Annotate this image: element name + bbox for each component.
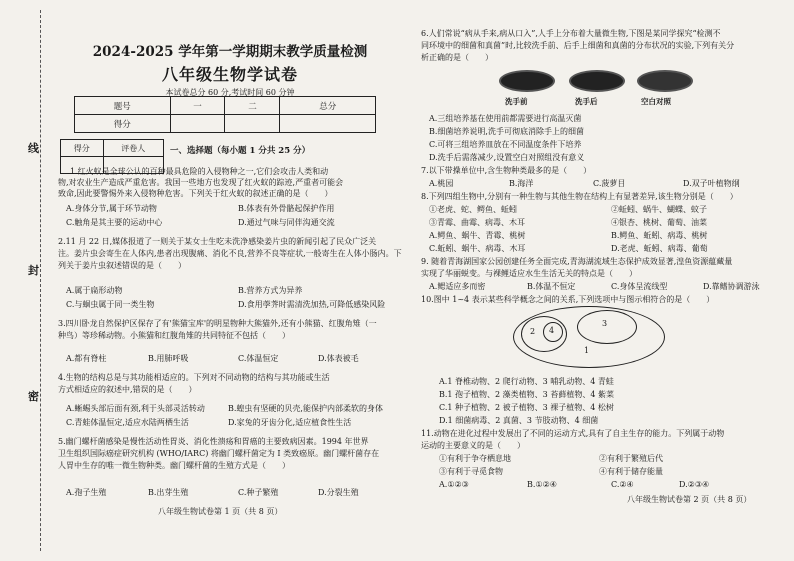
answer-option: C.种子繁殖 xyxy=(238,488,279,497)
question-line: 5.幽门螺杆菌感染是慢性活动性胃炎、消化性溃疡和胃癌的主要致病因素。1994 年世界 xyxy=(58,437,369,446)
question-line: 实现了华丽蜕变。与裸鲤适应水生生活无关的特点是（ ） xyxy=(421,269,637,278)
question-line: 3.四川卧龙自然保护区保存了有'熊猫宝库'的明星物种大熊猫外,还有小熊猫、红腹角雉（一 xyxy=(58,319,377,328)
answer-option: ④银杏、桃树、葡萄、油菜 xyxy=(611,218,707,227)
answer-option: C.1 种子植物、2 被子植物、3 裸子植物、4 松树 xyxy=(439,403,614,412)
answer-option: C.与蛔虫属于同一类生物 xyxy=(66,300,155,309)
grader-cell: 得分 xyxy=(61,140,104,157)
question-line: 6.人们常说“病从手来,病从口入”,人手上分布着大量微生物,下图是某同学探究“检测不 xyxy=(421,29,721,38)
right-page xyxy=(397,0,794,561)
answer-option: B.出芽生殖 xyxy=(148,488,189,497)
answer-option: B.营养方式为异养 xyxy=(238,286,303,295)
score-cell: 一 xyxy=(170,97,225,115)
answer-option: A.都有脊柱 xyxy=(66,354,107,363)
answer-option: B.1 孢子植物、2 藻类植物、3 苔藓植物、4 紫菜 xyxy=(439,390,614,399)
answer-option: D.通过气味与同伴沟通交流 xyxy=(238,218,335,227)
answer-option: D.靠鳍协调游泳 xyxy=(703,282,760,291)
answer-option: A.三组培养基在使用前都需要进行高温灭菌 xyxy=(429,114,582,123)
answer-option: D.老虎、蚯蚓、病毒、葡萄 xyxy=(611,244,708,253)
answer-option: A.蜥蜴头部后面有颈,利于头部灵活转动 xyxy=(66,404,205,413)
binding-label: 封 xyxy=(28,264,39,277)
question-line: 4.生物的结构总是与其功能相适应的。下列对不同动物的结构与其功能或生活 xyxy=(58,373,330,382)
venn-label: 2 xyxy=(530,327,536,336)
question-line: 9. 随着青海湖国家公园创建任务全面完成,青海湖流域生态保护成效显著,湟鱼资源蕴藏量 xyxy=(421,257,733,266)
answer-option: A.属于扁形动物 xyxy=(66,286,123,295)
answer-option: A.孢子生殖 xyxy=(66,488,107,497)
score-cell: 二 xyxy=(225,97,280,115)
answer-option: D.1 细菌病毒、2 真菌、3 节肢动物、4 细菌 xyxy=(439,416,599,425)
question-line: 方式相适应的叙述中,错误的是（ ） xyxy=(58,385,197,394)
score-cell: 得分 xyxy=(75,115,171,133)
answer-option: C.体温恒定 xyxy=(238,354,279,363)
answer-option: A.①②③ xyxy=(439,480,469,489)
answer-option: B.用肺呼吸 xyxy=(148,354,189,363)
answer-option: B.海洋 xyxy=(509,179,534,188)
dish-label: 空白对照 xyxy=(641,97,671,106)
answer-option: D.家兔的牙齿分化,适应植食性生活 xyxy=(228,418,352,427)
answer-option: C.身体呈流线型 xyxy=(611,282,668,291)
petri-dish-control xyxy=(637,70,693,92)
question-line: 析正确的是（ ） xyxy=(421,53,493,62)
grader-cell: 评卷人 xyxy=(103,140,163,157)
question-line: 8.下列四组生物中,分别有一种生物与其他生物在结构上有显著差异,该生物分别是（ ） xyxy=(421,192,738,201)
answer-option: ①老虎、蛇、鳄鱼、蚯蚓 xyxy=(429,205,517,214)
score-cell xyxy=(280,115,376,133)
score-cell xyxy=(170,115,225,133)
answer-option: D.双子叶植物纲 xyxy=(683,179,740,188)
answer-option: C.蚯蚓、蜗牛、病毒、木耳 xyxy=(429,244,526,253)
score-cell xyxy=(225,115,280,133)
question-line: 同环境中的细菌和真菌”时,比较洗手前、后手上细菌和真菌的分布状况的实验,下列有关分 xyxy=(421,41,735,50)
answer-option: B.细菌培养说明,洗手可彻底消除手上的细菌 xyxy=(429,127,584,136)
answer-option: B.体表有外骨骼起保护作用 xyxy=(238,204,335,213)
answer-option: C.②④ xyxy=(611,480,634,489)
answer-option: ③青霉、曲霉、病毒、木耳 xyxy=(429,218,525,227)
question-line: 卫生组织国际癌症研究机构 (WHO/IARC) 将幽门螺杆菌定为 I 类致癌原。幽门螺杆菌存在 xyxy=(58,449,380,458)
petri-dish-after xyxy=(569,70,625,92)
answer-option: ③有利于寻觅食物 xyxy=(439,467,503,476)
question-line: 运动的主要意义的是（ ） xyxy=(421,441,525,450)
question-line: 11.动物在进化过程中发展出了不同的运动方式,具有了自主生存的能力。下列属于动物 xyxy=(421,429,725,438)
answer-option: ②蚯蚓、蜗牛、蝴蝶、蚊子 xyxy=(611,205,707,214)
binding-line xyxy=(40,10,41,551)
answer-option: ①有利于争夺栖息地 xyxy=(439,454,511,463)
score-cell: 总分 xyxy=(280,97,376,115)
section-heading: 一、选择题（每小题 1 分共 25 分） xyxy=(170,146,311,156)
answer-option: A.身体分节,属于环节动物 xyxy=(66,204,157,213)
answer-option: D.分裂生殖 xyxy=(318,488,359,497)
exam-title: 2024-2025 学年第一学期期末教学质量检测 xyxy=(92,44,368,60)
question-line: 致命,因此要警惕外来入侵物种危害。下列关于红火蚁的叙述正确的是（ ） xyxy=(58,189,333,198)
answer-option: C.触角是其主要的运动中心 xyxy=(66,218,163,227)
venn-label: 3 xyxy=(602,319,608,328)
answer-option: A.鳃适应多而密 xyxy=(429,282,486,291)
binding-margin xyxy=(0,0,52,561)
venn-label: 1 xyxy=(584,346,590,355)
answer-option: C.菠萝目 xyxy=(593,179,626,188)
score-table xyxy=(74,96,376,133)
page-footer: 八年级生物试卷第 1 页（共 8 页） xyxy=(158,507,283,516)
answer-option: D.洗手后需落减少,设置空白对照组没有意义 xyxy=(429,153,585,162)
answer-option: D.②③④ xyxy=(679,480,710,489)
answer-option: A.1 脊椎动物、2 爬行动物、3 哺乳动物、4 青蛙 xyxy=(439,377,614,386)
answer-option: B.鳄鱼、蚯蚓、病毒、桃树 xyxy=(611,231,708,240)
answer-option: ②有利于繁殖后代 xyxy=(599,454,663,463)
answer-option: B.①②④ xyxy=(527,480,557,489)
answer-option: A.鳄鱼、蜗牛、青霉、桃树 xyxy=(429,231,526,240)
answer-option: B.体温不恒定 xyxy=(527,282,576,291)
question-line: 10.图中 1~4 表示某些科学概念之间的关系,下列选项中与图示相符合的是（ ） xyxy=(421,295,715,304)
page-footer: 八年级生物试卷第 2 页（共 8 页） xyxy=(627,495,752,504)
venn-label: 4 xyxy=(549,326,555,335)
answer-option: C.可将三组培养皿放在不同温度条件下培养 xyxy=(429,140,582,149)
binding-label: 密 xyxy=(28,390,39,403)
question-line: 人胃中生存的唯一微生物种类。幽门螺杆菌的生殖方式是（ ） xyxy=(58,461,290,470)
answer-option: ④有利于储存能量 xyxy=(599,467,663,476)
dish-label: 洗手后 xyxy=(575,97,598,106)
question-line: 种鸟）等珍稀动物。小熊猫和红腹角雉的共同特征不包括（ ） xyxy=(58,331,290,340)
question-line: 列关于姜片虫叙述错误的是（ ） xyxy=(58,261,186,270)
answer-option: A.桃园 xyxy=(429,179,454,188)
dish-label: 洗手前 xyxy=(505,97,528,106)
answer-option: D.体表被毛 xyxy=(318,354,359,363)
exam-subject: 八年级生物学试卷 xyxy=(161,65,298,84)
petri-dish-before xyxy=(499,70,555,92)
question-line: 1.红火蚁是全球公认的百种最具危险的入侵物种之一,它们会攻击人类和动 xyxy=(70,167,329,176)
answer-option: D.食用荸荠时需清洗加热,可降低感染风险 xyxy=(238,300,386,309)
question-line: 物,对农业生产造成严重危害。我国一些地方也发现了红火蚁的踪迹,严重者可能会 xyxy=(58,178,344,187)
question-line: 2.11 月 22 日,媒体报道了一则关于某女士生吃未洗净感染姜片虫的新闻引起了民众广泛关 xyxy=(58,237,377,246)
score-cell: 题号 xyxy=(75,97,171,115)
question-line: 7.以下带操单位中,含生物种类最多的是（ ） xyxy=(421,166,592,175)
answer-option: B.蝗虫有坚硬的贝壳,能保护内部柔软的身体 xyxy=(228,404,383,413)
answer-option: C.青蛙体温恒定,适应水陆两栖生活 xyxy=(66,418,189,427)
question-line: 注。姜片虫会寄生在人体内,患者出现腹痛、消化不良,营养不良等症状,一般寄生在人体小肠内。下 xyxy=(58,249,402,258)
binding-label: 线 xyxy=(28,142,39,155)
exam-note: 本试卷总分 60 分,考试时间 60 分钟 xyxy=(165,88,295,97)
